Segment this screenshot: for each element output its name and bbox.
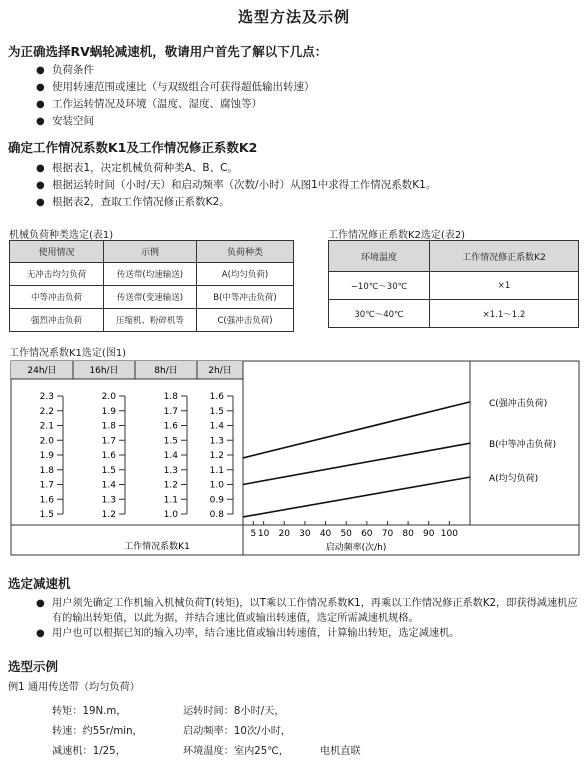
series-label: C(强冲击负荷) xyxy=(489,398,548,409)
x-axis-label: 启动频率(次/h) xyxy=(325,543,387,553)
table-row xyxy=(329,300,579,328)
list-item: ● 安装空间 xyxy=(36,115,94,127)
scale-tick-label: 1.8 xyxy=(39,465,54,476)
k-list xyxy=(36,160,436,211)
list-item: ● 根据表2，查取工作情况修正系数K2。 xyxy=(36,196,230,208)
list-item: 减速机：1/25， 环境温度：室内25℃， 电机直联 xyxy=(52,746,361,757)
scale-tick-label: 2.2 xyxy=(39,406,54,417)
select-list xyxy=(36,596,582,641)
scale-tick-label: 1.4 xyxy=(209,421,224,432)
scale-tick-label: 1.7 xyxy=(39,480,54,491)
scale-tick-label: 2.1 xyxy=(39,421,54,432)
scale-tick-label: 1.2 xyxy=(209,451,224,461)
list-item: ● 根据表1，决定机械负荷种类A、B、C。 xyxy=(36,162,238,174)
scale-tick-label: 1.2 xyxy=(101,510,116,520)
scale-tick-label: 1.9 xyxy=(101,406,116,417)
scale-tick-label: 1.7 xyxy=(163,406,178,417)
table-cell: B(中等冲击负荷) xyxy=(197,286,294,309)
scale-tick-label: 1.0 xyxy=(163,510,178,520)
table-cell: −10℃～30℃ xyxy=(329,272,430,300)
table-cell: C(强冲击负荷) xyxy=(197,309,294,332)
page-title: 选型方法及示例 xyxy=(237,8,350,26)
scale-tick-label: 1.8 xyxy=(163,392,178,402)
scale-tick-label: 1.6 xyxy=(39,495,54,506)
table-header-cell: 示例 xyxy=(104,241,197,263)
table2 xyxy=(328,240,579,328)
table-cell: ×1.1～1.2 xyxy=(430,300,579,328)
column-header: 8h/日 xyxy=(154,366,178,376)
x-tick-label: 40 xyxy=(319,529,332,539)
series-line xyxy=(243,477,470,517)
scale-tick-label: 1.6 xyxy=(163,421,178,432)
scale-tick-label: 2.3 xyxy=(39,392,54,402)
x-tick-label: 20 xyxy=(278,529,290,539)
list-item: ● 工作运转情况及环境（温度、湿度、腐蚀等） xyxy=(36,98,262,110)
scale-tick-label: 1.1 xyxy=(209,465,224,476)
x-tick-label: 5 xyxy=(250,529,257,539)
chart-x-axis xyxy=(250,521,458,539)
column-header: 2h/日 xyxy=(208,366,232,376)
chart-frame xyxy=(11,361,579,555)
scale-tick-label: 1.8 xyxy=(101,421,116,432)
x-tick-label: 50 xyxy=(340,529,352,539)
table-row xyxy=(10,263,294,286)
series-label: B(中等冲击负荷) xyxy=(489,440,557,451)
scale-tick-label: 1.3 xyxy=(163,465,178,476)
scale-tick-label: 1.5 xyxy=(209,406,224,417)
scale-tick-label: 1.0 xyxy=(209,480,224,491)
example-params xyxy=(52,700,361,760)
list-item: ● 使用转速范围或速比（与双级组合可获得超低输出转速） xyxy=(36,81,315,93)
k1-chart xyxy=(0,358,588,558)
x-tick-label: 90 xyxy=(423,529,435,539)
intro-heading: 为正确选择RV蜗轮减速机，敬请用户首先了解以下几点： xyxy=(8,44,328,59)
chart-scales xyxy=(40,392,233,520)
scale-tick-label: 2.0 xyxy=(39,436,54,447)
table-header-row xyxy=(10,241,294,263)
table2-caption: 工作情况修正系数K2选定(表2) xyxy=(328,230,466,241)
example-heading: 选型示例 xyxy=(8,659,59,674)
series-label: A(均匀负荷) xyxy=(489,474,539,485)
x-tick-label: 70 xyxy=(381,529,394,539)
table-cell: 无冲击均匀负荷 xyxy=(10,263,104,286)
table-row xyxy=(329,272,579,300)
intro-list xyxy=(36,62,315,130)
table-header-row xyxy=(329,241,579,272)
table-header-cell: 工作情况修正系数K2 xyxy=(430,241,579,272)
chart-border xyxy=(11,361,579,555)
scale-tick-label: 1.6 xyxy=(209,392,224,402)
x-tick-label: 80 xyxy=(402,529,414,539)
table1 xyxy=(9,240,294,332)
scale-tick-label: 0.9 xyxy=(209,495,224,506)
scale-tick-label: 1.5 xyxy=(101,465,116,476)
table-header-cell: 使用情况 xyxy=(10,241,104,263)
scale-tick-label: 2.0 xyxy=(101,392,116,402)
table-row xyxy=(10,286,294,309)
figure1-caption: 工作情况系数K1选定(图1) xyxy=(9,348,127,359)
list-item: ● 用户也可以根据已知的输入功率，结合速比值或输出转速值，计算输出转矩，选定减速机。 xyxy=(36,628,460,639)
k-heading: 确定工作情况系数K1及工作情况修正系数K2 xyxy=(8,140,258,155)
select-heading: 选定减速机 xyxy=(8,576,71,591)
table-cell: 传送带(均速输送) xyxy=(104,263,197,286)
list-item: ● 用户须先确定工作机输入机械负荷T(转矩)，以T乘以工作情况系数K1，再乘以工作情况修正系数K2，即获得减速机应有的输出转矩值，以此为据，并结合速比值或输出转速值，选定所需减速机规格。 xyxy=(36,598,578,624)
scale-tick-label: 1.3 xyxy=(101,495,116,506)
table-cell: 中等冲击负荷 xyxy=(10,286,104,309)
scale-tick-label: 0.8 xyxy=(209,510,224,520)
scale-tick-label: 1.3 xyxy=(209,436,224,447)
scale-tick-label: 1.1 xyxy=(163,495,178,506)
scale-tick-label: 1.2 xyxy=(163,480,178,491)
example-subheading: 例1 通用传送带（均匀负荷） xyxy=(8,682,140,693)
table-cell: 强烈冲击负荷 xyxy=(10,309,104,332)
table-cell: 30℃～40℃ xyxy=(329,300,430,328)
scale-tick-label: 1.9 xyxy=(39,451,54,461)
table-row xyxy=(10,309,294,332)
x-tick-label: 60 xyxy=(361,529,373,539)
scale-tick-label: 1.4 xyxy=(163,451,178,461)
table-header-cell: 环境温度 xyxy=(329,241,430,272)
x-tick-label: 30 xyxy=(299,529,311,539)
list-item: ● 负荷条件 xyxy=(36,64,94,76)
x-tick-label: 100 xyxy=(440,529,458,539)
chart-series xyxy=(243,397,556,517)
scale-tick-label: 1.5 xyxy=(39,510,54,520)
scale-tick-label: 1.5 xyxy=(163,436,178,447)
k1-axis-label: 工作情况系数K1 xyxy=(124,542,190,552)
scale-tick-label: 1.7 xyxy=(101,436,116,447)
list-item: 转矩：19N.m， 运转时间：8小时/天， xyxy=(52,706,285,717)
table-cell: 压缩机、粉碎机等 xyxy=(104,309,197,332)
list-item: 转速：约55r/min， 启动频率：10次/小时， xyxy=(52,726,292,737)
column-header: 16h/日 xyxy=(89,366,119,376)
table-cell: 传送带(变速输送) xyxy=(104,286,197,309)
list-item: ● 根据运转时间（小时/天）和启动频率（次数/小时）从图1中求得工作情况系数K1。 xyxy=(36,179,437,191)
column-header: 24h/日 xyxy=(27,366,57,376)
table-header-cell: 负荷种类 xyxy=(197,241,294,263)
table-cell: ×1 xyxy=(430,272,579,300)
scale-tick-label: 1.4 xyxy=(101,480,116,491)
table-cell: A(均匀负荷) xyxy=(197,263,294,286)
scale-tick-label: 1.6 xyxy=(101,451,116,461)
table1-caption: 机械负荷种类选定(表1) xyxy=(9,230,114,241)
x-tick-label: 10 xyxy=(257,529,270,539)
